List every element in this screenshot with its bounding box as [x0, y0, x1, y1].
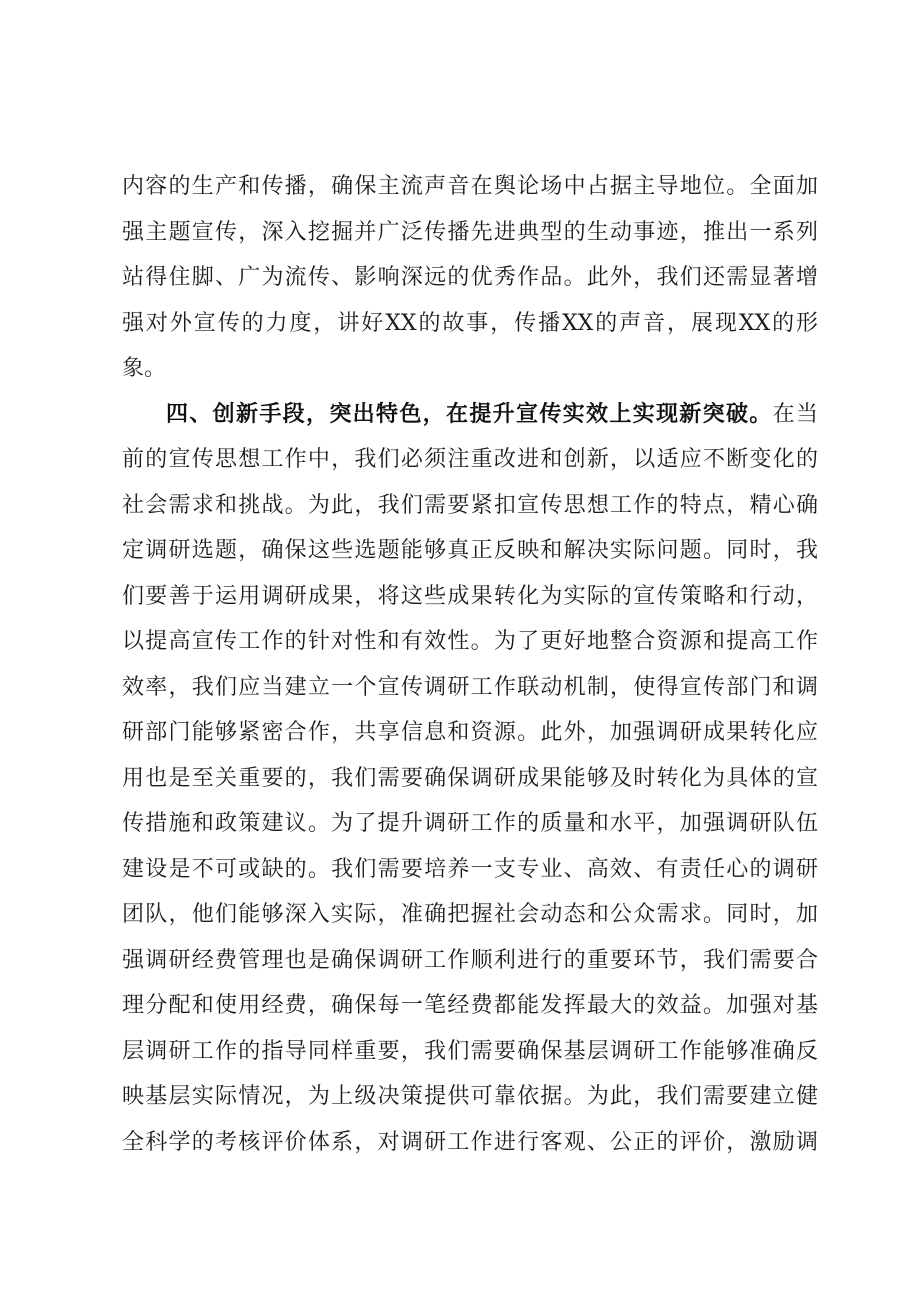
- text-line: 前的宣传思想工作中，我们必须注重改进和创新，以适应不断变化的: [122, 447, 818, 472]
- text-line: 理分配和使用经费，确保每一笔经费都能发挥最大的效益。加强对基: [122, 993, 818, 1018]
- section-heading-line: [122, 392, 818, 438]
- text-line: 强主题宣传，深入挖掘并广泛传播先进典型的生动事迹，推出一系列: [122, 219, 818, 245]
- text-line: 效率，我们应当建立一个宣传调研工作联动机制，使得宣传部门和调: [122, 674, 818, 700]
- text-line: 映基层实际情况，为上级决策提供可靠依据。为此，我们需要建立健: [122, 1084, 818, 1109]
- text-line: 传措施和政策建议。为了提升调研工作的质量和水平，加强调研队伍: [122, 811, 818, 836]
- text-line: 强调研经费管理也是确保调研工作顺利进行的重要环节，我们需要合: [122, 947, 818, 973]
- text-line: 内容的生产和传播，确保主流声音在舆论场中占据主导地位。全面加: [122, 174, 818, 199]
- text-line: 们要善于运用调研成果，将这些成果转化为实际的宣传策略和行动，: [122, 583, 818, 609]
- text-line: 研部门能够紧密合作，共享信息和资源。此外，加强调研成果转化应: [122, 720, 818, 745]
- text-line: 建设是不可或缺的。我们需要培养一支专业、高效、有责任心的调研: [122, 856, 818, 882]
- heading-line-rest: 在当: [772, 401, 818, 427]
- text-line: 全科学的考核评价体系，对调研工作进行客观、公正的评价，激励调: [122, 1129, 818, 1155]
- text-line: 站得住脚、广为流传、影响深远的优秀作品。此外，我们还需显著增: [122, 265, 818, 290]
- text-line: 社会需求和挑战。为此，我们需要紧扣宣传思想工作的特点，精心确: [122, 492, 818, 518]
- text-line: 强对外宣传的力度，讲好XX的故事，传播XX的声音，展现XX的形: [122, 310, 818, 336]
- text-line: 象。: [122, 356, 167, 381]
- text-line: 用也是至关重要的，我们需要确保调研成果能够及时转化为具体的宣: [122, 765, 818, 791]
- text-line: 定调研选题，确保这些选题能够真正反映和解决实际问题。同时，我: [122, 538, 818, 563]
- text-line: 层调研工作的指导同样重要，我们需要确保基层调研工作能够准确反: [122, 1038, 818, 1064]
- section-heading: 四、创新手段，突出特色，在提升宣传实效上实现新突破。: [166, 401, 773, 427]
- text-line: 团队，他们能够深入实际，准确把握社会动态和公众需求。同时，加: [122, 902, 818, 927]
- text-line: 以提高宣传工作的针对性和有效性。为了更好地整合资源和提高工作: [122, 629, 818, 654]
- document-body: [122, 164, 818, 1165]
